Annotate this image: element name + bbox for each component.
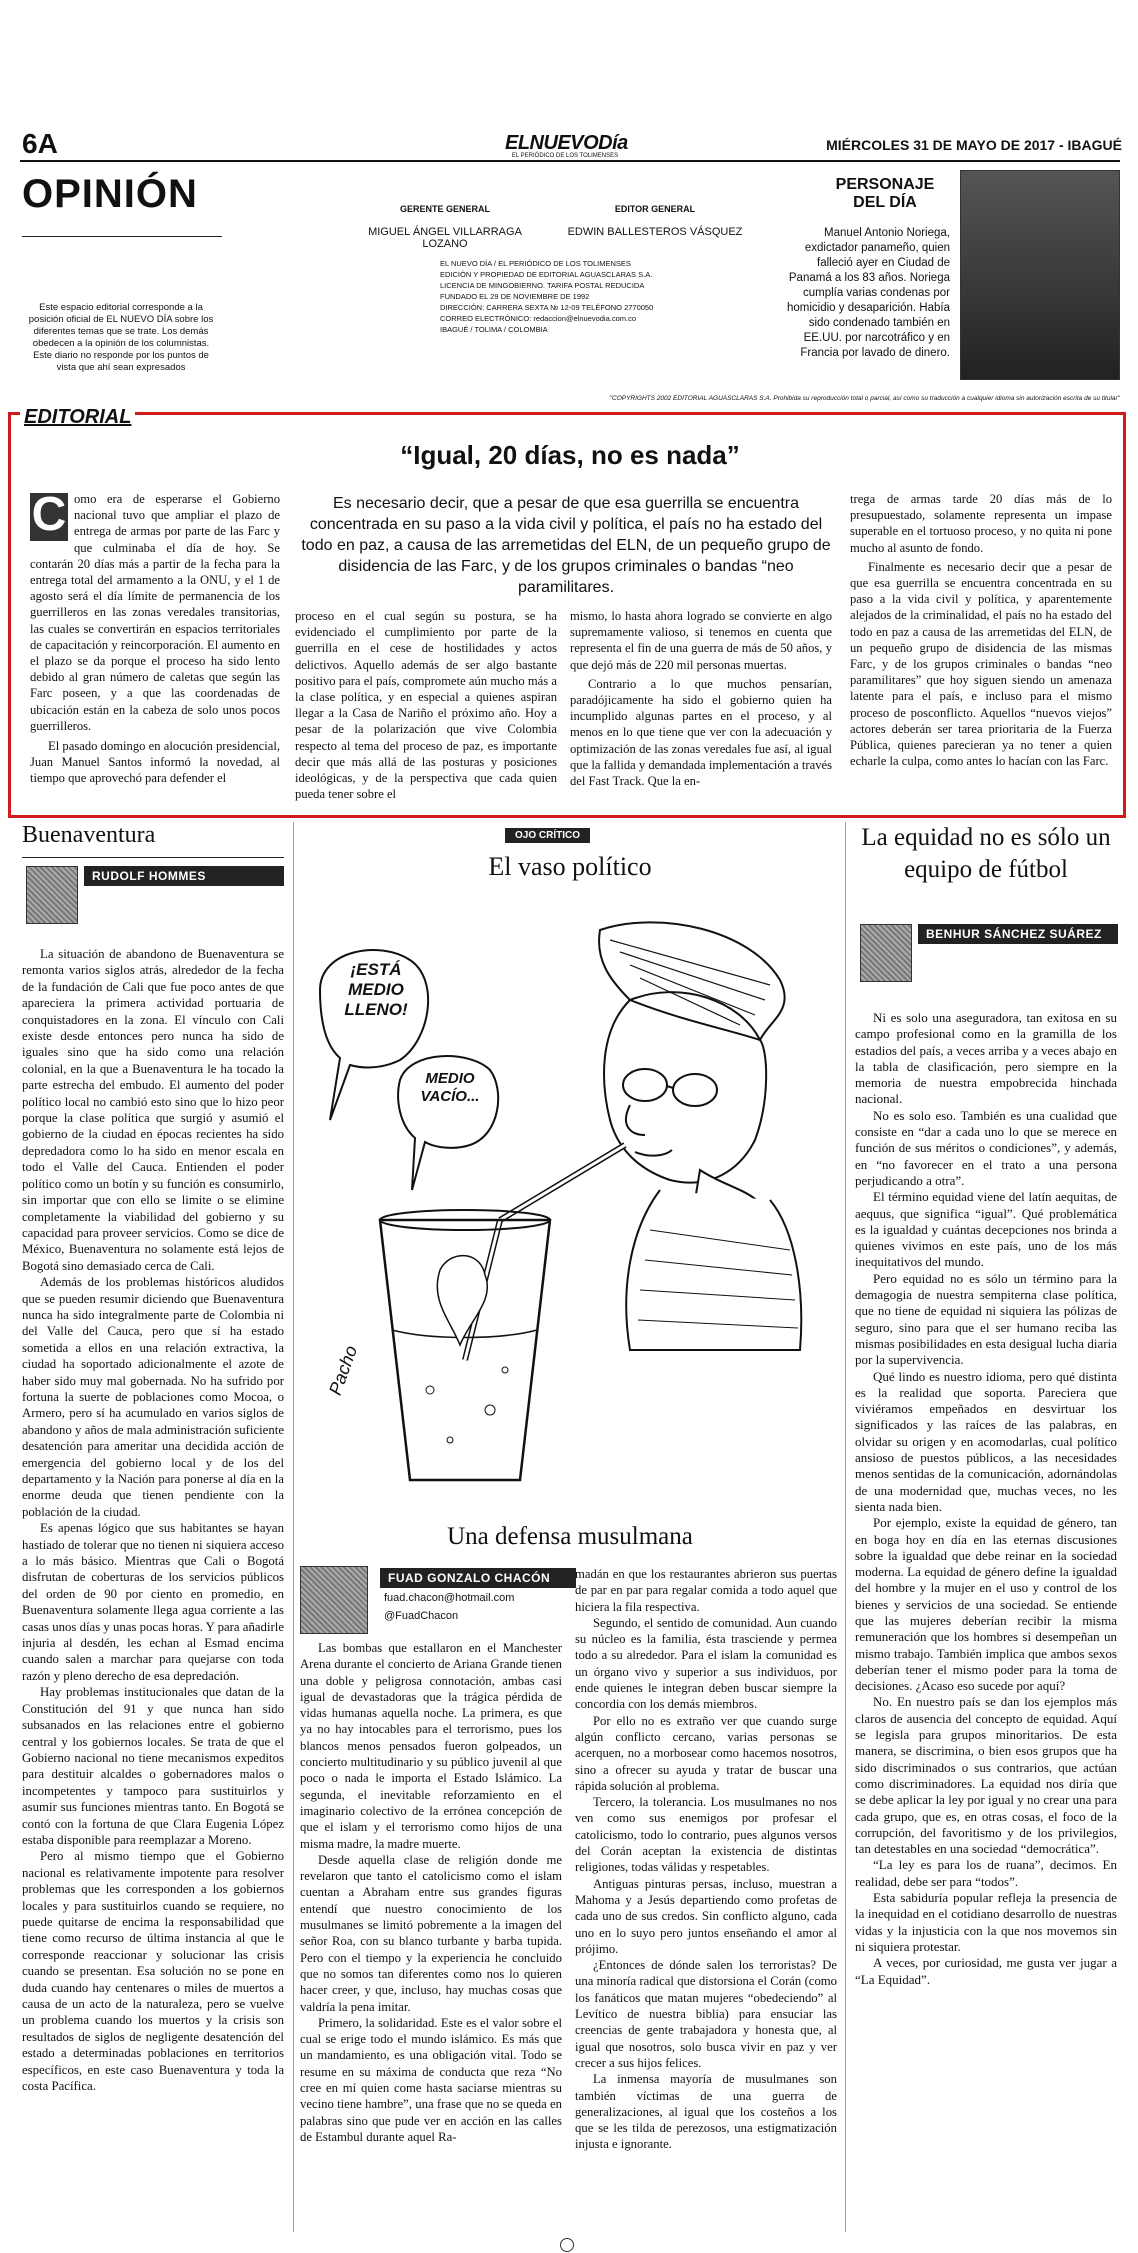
equidad-paragraph: No. En nuestro país se dan los ejemplos más claros de ausencia del concepto de equidad. Aquí se legisla para grupos minoritarios. De esta manera, se discrimina, o bien esos grupos que ha sido discriminados o sus contrarios, que actúan como discriminadores. La equidad nos diría que se debe aplicar la ley por igual y no crear una para cada grupo, que es, en otras cosas, el foco de la corrupción, del favoritismo y de los privilegios, tan detestables en una sociedad “democrática”.	[855, 1694, 1117, 1857]
editorial-col-1	[30, 491, 280, 809]
buenaventura-author: RUDOLF HOMMES	[84, 866, 284, 886]
editorial-lead: Es necesario decir, que a pesar de que esa guerrilla se encuentra concentrada en su paso a la vida civil y política, el país no ha estado del todo en paz, a causa de las arremetidas del ELN, de un pequeño grupo de disidencia de las Farc, y de los grupos criminales o bandas “neo paramilitares.	[301, 495, 831, 596]
editorial-col-4	[850, 491, 1112, 809]
equidad-paragraph: Esta sabiduría popular refleja la presencia de la inequidad en el cotidiano desarrollo de nuestras vidas y la injusticia con la que nos movemos sin ni siquiera protestar.	[855, 1890, 1117, 1954]
equidad-paragraph: “La ley es para los de ruana”, decimos. En realidad, debe ser para “todos”.	[855, 1857, 1117, 1889]
drop-cap: C	[31, 491, 67, 541]
column-divider	[293, 822, 294, 2232]
cartoon-face	[604, 1000, 766, 1183]
equidad-body	[855, 1010, 1117, 2232]
section-rule	[22, 236, 222, 237]
logo-tagline: EL PERIÓDICO DE LOS TOLIMENSES	[511, 153, 619, 159]
author-email: fuad.chacon@hotmail.com	[384, 1592, 515, 1604]
bubble-text-1: ¡ESTÁ MEDIO LLENO!	[344, 960, 408, 1019]
musulmana-paragraph: Segundo, el sentido de comunidad. Aun cuando su núcleo es la familia, ésta trasciende y permea todo a su alrededor. Para el islam la comunidad es un órgano vivo y superior a sus individuos, por ende quienes le integran deben buscar siempre la concordia con los demás miembros.	[575, 1615, 837, 1712]
buenaventura-body	[22, 946, 284, 2236]
buenaventura-paragraph: Es apenas lógico que sus habitantes se hayan hastiado de tolerar que no tienen ni siquiera acceso a lo más básico. Mientras que Cali o Bogotá disfrutan de coberturas de los servicios públicos del orden de 90 por ciento en promedio, en Buenaventura solamente llega agua corriente a las casas unos días y unas pocas horas. Y para añadirle injuria al desdén, les echan al Esmad encima cuando salen a marchar para quejarse con toda razón y pleno derecho de esa depredación.	[22, 1521, 284, 1683]
equidad-paragraph: A veces, por curiosidad, me gusta ver jugar a “La Equidad”.	[855, 1955, 1117, 1987]
editorial-title: “Igual, 20 días, no es nada”	[400, 440, 740, 470]
musulmana-paragraph: Por ello no es extraño ver que cuando surge algún conflicto cercano, varias personas se acerquen, no a morbosear como hacemos nosotros, sino a ofrecer su ayuda y tratar de buscar una rápida solución al problema.	[575, 1713, 837, 1793]
masthead-line: CORREO ELECTRÓNICO: redaccion@elnuevodia.com.co	[440, 314, 637, 323]
chacon-avatar	[300, 1566, 368, 1634]
musulmana-paragraph: madán en que los restaurantes abrieron sus puertas de par en par para regalar comida a todo aquel que hiciera la fila respectiva.	[575, 1567, 837, 1614]
column-divider	[845, 822, 846, 2232]
editor-name: EDWIN BALLESTEROS VÁSQUEZ	[567, 226, 743, 238]
editorial-col-1-text-b: El pasado domingo en alocución presidencial, Juan Manuel Santos informó la novedad, al tiempo que aprovechó para defender el	[30, 739, 280, 786]
masthead-line: FUNDADO EL 29 DE NOVIEMBRE DE 1992	[440, 292, 590, 301]
editorial-col-3	[570, 608, 832, 810]
hommes-avatar	[26, 866, 78, 924]
cartoon-figure	[437, 1256, 487, 1345]
editorial-col-4-b: Finalmente es necesario decir que a pesar de que esa guerrilla se encuentra concentrada en su paso a la vida civil y política, y aparentemente alejados de la criminalidad, el país no ha estado del todo en paz a causa de las arremetidas del ELN, de un pequeño grupo de disidencia de las mismas Farc, y de los grupos criminales o bandas “neo paramilitares” que hoy siguen siendo un amenaza latente para el país, e incluso para el mismo proceso de posconflicto. Aquellos “nuevos viejos” actores deberán ser tarea prioritaria de la Fuerza Pública, quienes parecieran ya no tener a quien echarle la culpa, como antes lo hacían con las Farc.	[850, 559, 1112, 769]
masthead-line: EL NUEVO DÍA / EL PERIÓDICO DE LOS TOLIMENSES	[440, 259, 631, 268]
header-rule	[20, 160, 1120, 162]
musulmana-title: Una defensa musulmana	[447, 1523, 693, 1550]
personaje-title: PERSONAJE DEL DÍA	[835, 176, 935, 211]
musulmana-paragraph: Tercero, la tolerancia. Los musulmanes no nos ven como sus enemigos por profesar el catolicismo, todo lo contrario, pues algunos versos del Corán aceptan la existencia de distintas religiones, todas válidas y respetables.	[575, 1795, 837, 1875]
buenaventura-paragraph: Hay problemas institucionales que datan de la Constitución del 91 y que nunca han sido subsanados en las relaciones entre el gobierno central y los gobiernos locales. Se trata de que el Gobierno nacional no tiene mecanismos expeditos para destituir alcaldes o gobernadores malos o incompetentes y tampoco para sustituirlos y asumir sus funciones mientras tanto. En Bogotá se contó con la fortuna de que Clara Eugenia López estaba disponible para reemplazar a Moreno.	[22, 1685, 284, 1847]
cartoon-signature: Pacho	[324, 1342, 362, 1398]
musulmana-paragraph: Primero, la solidaridad. Este es el valor sobre el cual se erige todo el mundo islámico. Es más que un mandamiento, es una obligación vital. Todo se resume en su máxima de conducta que reza “No cree en mí quien come hasta saciarse mientras su vecino tiene hambre”, una frase que no se queda en palabras sino que pude ver en acción en las calles de Estambul durante aquel Ra-	[300, 2015, 562, 2144]
noriega-photo	[960, 170, 1120, 380]
author-twitter: @FuadChacon	[384, 1610, 459, 1622]
musulmana-col-2	[575, 1566, 837, 2230]
manager-label: GERENTE GENERAL	[399, 204, 490, 214]
disclaimer-text: Este espacio editorial corresponde a la posición oficial de EL NUEVO DÍA sobre los diferentes temas que se trate. Los demás obedecen a la opinión de los columnistas. Este diario no responde por los puntos de vista que ahí sean expresados	[28, 302, 214, 373]
musulmana-paragraph: ¿Entonces de dónde salen los terroristas? De una minoría radical que distorsiona el Corán (como los fanáticos que matan mujeres “obedeciendo” al Levítico de nuestra biblia) para ensuciar las creencias de gente trabajadora y honesta que, al igual que nosotros, solo busca vivir en paz y ver crecer a sus hijos felices.	[575, 1958, 837, 2070]
equidad-paragraph: El término equidad viene del latín aequitas, de aequus, que significa “igual”. Qué problemática es la igualdad y cuántas decepciones nos brinda a quienes vivimos en este país, uno de los más inequitativos del mundo.	[855, 1189, 1117, 1270]
cartoon-section-label: OJO CRÍTICO	[505, 828, 590, 843]
buenaventura-rule	[22, 857, 284, 858]
cartoon-title: El vaso político	[488, 852, 652, 881]
masthead-info	[440, 258, 700, 335]
issue-date: MIÉRCOLES 31 DE MAYO DE 2017 - IBAGUÉ	[826, 137, 1122, 153]
personaje-text: Manuel Antonio Noriega, exdictador panameño, quien falleció ayer en Ciudad de Panamá a los 83 años. Noriega cumplía varias condenas por homicidio y desaparición. Había sido condenado también en EE.UU. por narcotráfico y en Francia por lavado de dinero.	[786, 227, 950, 359]
editorial-col-3-a: mismo, lo hasta ahora logrado se convierte en algo supremamente valioso, si tenemos en cuenta que representa el fin de una guerra de más de 50 años, y que dejó más de 220 mil personas muertas.	[570, 609, 832, 672]
cartoon-body	[626, 1190, 801, 1350]
copyright-note: "COPYRIGHTS 2002 EDITORIAL AGUASCLARAS S.A. Prohibida su reproducción total o parcial, así como su traducción a cualquier idioma sin autorización escrita de su titular"	[609, 395, 1120, 402]
musulmana-paragraph: Las bombas que estallaron en el Manchester Arena durante el concierto de Ariana Grande tienen una doble y peligrosa connotación, ambas casi igual de devastadoras que la trágica pérdida de vidas humanas aquella noche. La primera, es que ya no hay intocables para el terrorismo, pues los blancos menos pensados fueron golpeados, un concierto multitudinario y su público juvenil al que poco o nada le importa el Estado Islámico. La segunda, el inevitable reforzamiento en el imaginario colectivo de la errónea concepción de que el islam y el terrorismo como hijos de una misma madre, la madre muerte.	[300, 1641, 562, 1851]
musulmana-paragraph: La inmensa mayoría de musulmanes son también víctimas de una guerra de generalizaciones, al igual que los costeños a los que se les tilda de perezosos, una estigmatización injusta e ignorante.	[575, 2072, 837, 2152]
newspaper-logo	[505, 132, 628, 159]
logo-text: ELNUEVODía	[505, 132, 628, 154]
masthead-line: LICENCIA DE MINGOBIERNO. TARIFA POSTAL REDUCIDA	[440, 281, 645, 290]
editorial-col-1-text: omo era de esperarse el Gobierno nacional tuvo que ampliar el plazo de entrega de armas por parte de las Farc y que culminaba el día de hoy. Se contarán 20 días más a partir de la fecha para la entrega total del armamento a la ONU, y el 1 de agosto será el día límite de permanencia de los guerrilleros en las zonas veredales transitorias, las cuales se convertirán en espacios territoriales de capacitación y reincorporación. El aumento en el plazo se da porque el proceso ha sido lento debido al gran número de caletas que según las Farc poseen, y a que las coordenadas de ubicación están en la cabeza de solo unos pocos guerrilleros.	[30, 492, 280, 733]
buenaventura-title: Buenaventura	[22, 822, 156, 848]
musulmana-paragraph: Antiguas pinturas persas, incluso, muestran a Mahoma y a Jesús departiendo como profetas de cada uno de sus credos. Sin conflicto alguno, cada uno en lo suyo pero juntos enseñando el amor al prójimo.	[575, 1876, 837, 1956]
musulmana-col-1	[300, 1640, 562, 2230]
buenaventura-paragraph: Pero al mismo tiempo que el Gobierno nacional es relativamente impotente para resolver problemas que les corresponden a los gobiernos locales y para sustituirlos cuando se requiere, no puede quitarse de encima la responsabilidad que tiene como recurso de última instancia al que le corresponde reaccionar y solucionar las crisis cuando se presentan. Esa solución no se pone en duda cuando hay centenares o miles de muertos a causa de un acto de la naturaleza, pero se vuelve un problema cuando los muertos y la crisis son resultados de siglos de negligente desatención del estado a determinadas poblaciones en territorios específicos, en este caso Buenaventura y toda la costa Pacífica.	[22, 1849, 284, 2094]
editor-label: EDITOR GENERAL	[614, 204, 696, 214]
buenaventura-paragraph: La situación de abandono de Buenaventura se remonta varios siglos atrás, alrededor de la fecha de la fundación de Cali que fue poco antes de que apareciera la primera actividad portuaria de conquistadores en la zona. El vínculo con Cali existe desde entonces pero nunca ha sido de iguales sino que ha sido como una relación colonial, en la que a Buenaventura le ha tocado la parte estrecha del embudo. El aumento del poder político local no cambió esto sino que lo hizo peor porque la clase política que surgió y asumió el gobierno de la ciudad en épocas recientes ha sido depredadora como lo ha sido en menor escala en todo el Valle del Cauca. Entienden el poder político como un botín y su función es consumirlo, sin importar que con ello se limite o se elimine completamente la viabilidad del gobierno y su capacidad para proveer servicios. Como se dice de México, Buenaventura no solamente está lejos de Bogotá sino demasiado cerca de Cali.	[22, 947, 284, 1273]
page-number: 6A	[22, 128, 58, 159]
buenaventura-paragraph: Además de los problemas históricos aludidos que se pueden resumir diciendo que Buenaventura nunca ha sido integralmente parte de Colombia ni del Valle del Cauca, pero que sí ha estado sometida a ellos en una relación extractiva, la ciudad ha soportado adicionalmente el azote de haber sido muy mal gobernada. No ha sufrido por fortuna la suerte de poblaciones como Mocoa, o Armero, pero sí ha acumulado en varios siglos de abandono y años de mala administración suficiente desatención para ameritar una decidida acción de emergencia del gobierno local y de los del departamento y la Nación para ponerse al día en la enorme deuda que tienen pendiente con la población de la ciudad.	[22, 1275, 284, 1519]
equidad-paragraph: Qué lindo es nuestro idioma, pero qué distinta es la realidad que soporta. Pareciera que viviéramos empeñados en desvirtuar los significados y las raíces de las palabras, en olvidar su origen y en acomodarlas, cual político ansioso de puestos públicos, a las necesidades menos sentidas de la comunicación, adornándolas de una modernidad que, muchas veces, no les sienta nada bien.	[855, 1368, 1117, 1514]
musulmana-paragraph: Desde aquella clase de religión donde me revelaron que tanto el catolicismo como el islam cuentan a Abraham entre sus grandes figuras entendí que nuestro conocimiento de los musulmanes se limitó pobremente a la imagen del señor Roa, con su blanco turbante y barba tupida. Pero con el tiempo y la experiencia he concluido que no somos tan diferentes como nos lo quieren hacer creer, y que, incluso, hay muchas cosas que valdría la pena imitar.	[300, 1852, 562, 2014]
bubble-text-2: MEDIO VACÍO...	[420, 1070, 480, 1105]
section-title: OPINIÓN	[22, 172, 198, 216]
manager-name: MIGUEL ÁNGEL VILLARRAGA LOZANO	[368, 226, 522, 250]
registration-mark-icon	[560, 2238, 574, 2252]
musulmana-author: FUAD GONZALO CHACÓN	[380, 1568, 576, 1588]
equidad-author: BENHUR SÁNCHEZ SUÁREZ	[918, 924, 1118, 944]
editorial-col-2: proceso en el cual según su postura, se ha evidenciado el cumplimiento por parte de la guerrilla en el cese de hostilidades y actos delictivos. Aquello además de ser algo bastante positivo para el país, compromete aún mucho más a la clase política, y en especial a quienes aspiran llegar a la Casa de Nariño el próximo año. Hoy a pesar de la polarización que vive Colombia respecto al tema del proceso de paz, es importante decir que más allá de las posturas y posiciones ideológicas, y de la perspectiva que cada quien pueda tener sobre el	[295, 609, 557, 802]
masthead-line: EDICIÓN Y PROPIEDAD DE EDITORIAL AGUASCLARAS S.A.	[440, 270, 653, 279]
masthead-line: DIRECCIÓN: CARRERA SEXTA № 12-09 TELÉFONO 2770050	[440, 303, 654, 312]
equidad-title: La equidad no es sólo un equipo de fútbol	[861, 824, 1111, 883]
equidad-paragraph: Ni es solo una aseguradora, tan exitosa en su campo profesional como en la gramilla de los estadios del país, a veces arriba y a veces abajo en la tabla de clasificación, pero siempre en la memoria de nuestra empobrecida hinchada nacional.	[855, 1010, 1117, 1107]
sanchez-avatar	[860, 924, 912, 982]
masthead-line: IBAGUÉ / TOLIMA / COLOMBIA	[440, 325, 548, 334]
equidad-paragraph: Pero equidad no es sólo un término para la demagogia de nuestra sempiterna clase política, que no tiene de equidad ni siquiera las pólizas de seguro, sino para que el ser humano reciba las mismas posibilidades en esta desigual lucha diaria por la supervivencia.	[855, 1270, 1117, 1368]
equidad-paragraph: Por ejemplo, existe la equidad de género, tan en boga hoy en día en las eternas discusiones sobre la igualdad que debe reinar en la sociedad moderna. La equidad de género define la igualdad del hombre y la mujer en el uso y control de los bienes y servicios de una sociedad. Se entiende que las mujeres deberían recibir la misma remuneración que los hombres si desempeñan un mismo trabajo. También implica que ambos sexos deberían tener el mismo poder para la toma de decisiones. ¿Acaso eso sucede por aquí?	[855, 1515, 1117, 1694]
editorial-col-4-a: trega de armas tarde 20 días más de lo presupuestado, solamente representa un impase superable en el tortuoso proceso, y no quita ni pone mucho al asunto de fondo.	[850, 492, 1112, 555]
editorial-label: EDITORIAL	[20, 406, 135, 429]
equidad-paragraph: No es solo eso. También es una cualidad que consiste en “dar a cada uno lo que se merece en función de sus méritos o condiciones”, y además, en “no favorecer en el trato a una persona perjudicando a otra”.	[855, 1107, 1117, 1188]
editorial-col-3-b: Contrario a lo que muchos pensarían, paradójicamente ha sido el gobierno quien ha incumplido algunas partes en el proceso, y al menos en lo que tiene que ver con la adecuación y optimización de las zonas veredales fue así, al igual que la fallida y demandada implementación a través del Fast Track. Que la en-	[570, 676, 832, 789]
